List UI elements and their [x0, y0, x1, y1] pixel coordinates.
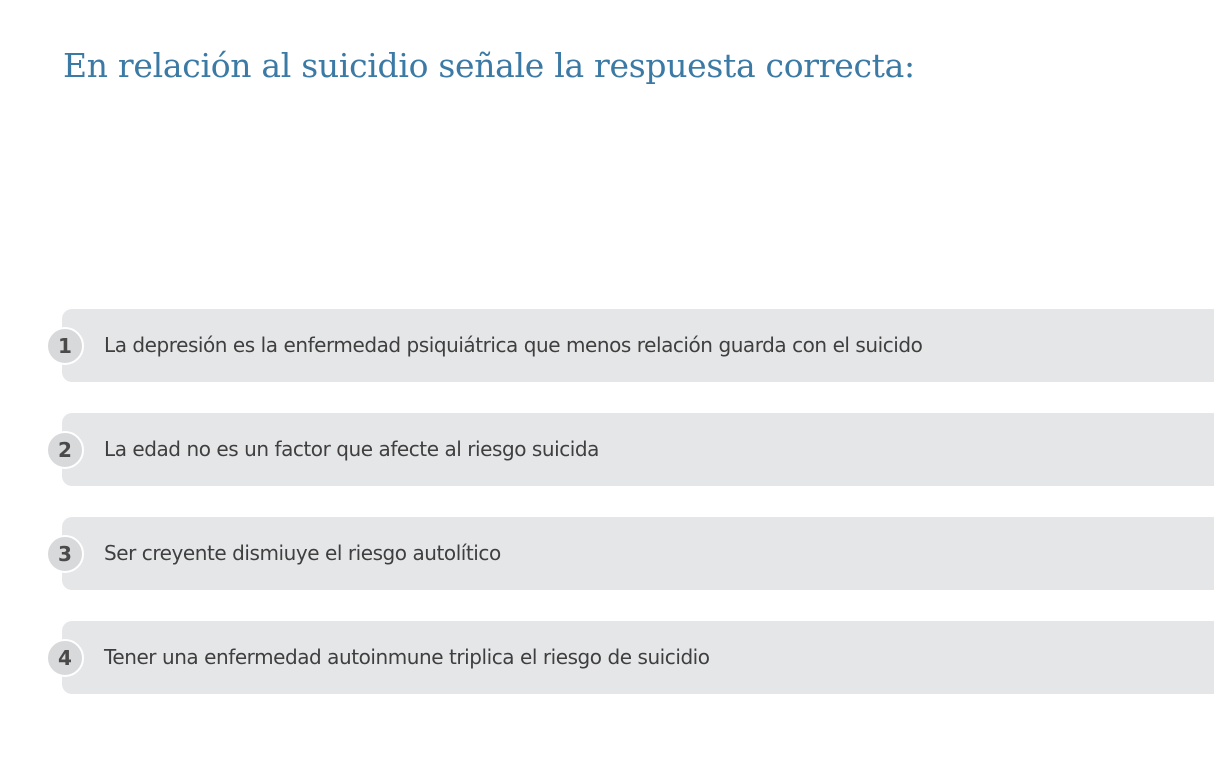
answer-number-badge: 1: [46, 327, 84, 365]
answer-options-list: [44, 309, 1214, 725]
answer-number-badge: 3: [46, 535, 84, 573]
answer-number-badge: 4: [46, 639, 84, 677]
answer-option-text: La depresión es la enfermedad psiquiátrica que menos relación guarda con el suicido: [104, 333, 923, 357]
answer-option-2[interactable]: [44, 413, 1214, 486]
answer-number-badge: 2: [46, 431, 84, 469]
answer-option-4[interactable]: [44, 621, 1214, 694]
question-title: En relación al suicidio señale la respuesta correcta:: [63, 46, 915, 85]
answer-option-1[interactable]: [44, 309, 1214, 382]
answer-option-text: Tener una enfermedad autoinmune triplica el riesgo de suicidio: [104, 645, 710, 669]
answer-option-text: Ser creyente dismiuye el riesgo autolítico: [104, 541, 501, 565]
answer-option-text: La edad no es un factor que afecte al riesgo suicida: [104, 437, 599, 461]
answer-option-3[interactable]: [44, 517, 1214, 590]
